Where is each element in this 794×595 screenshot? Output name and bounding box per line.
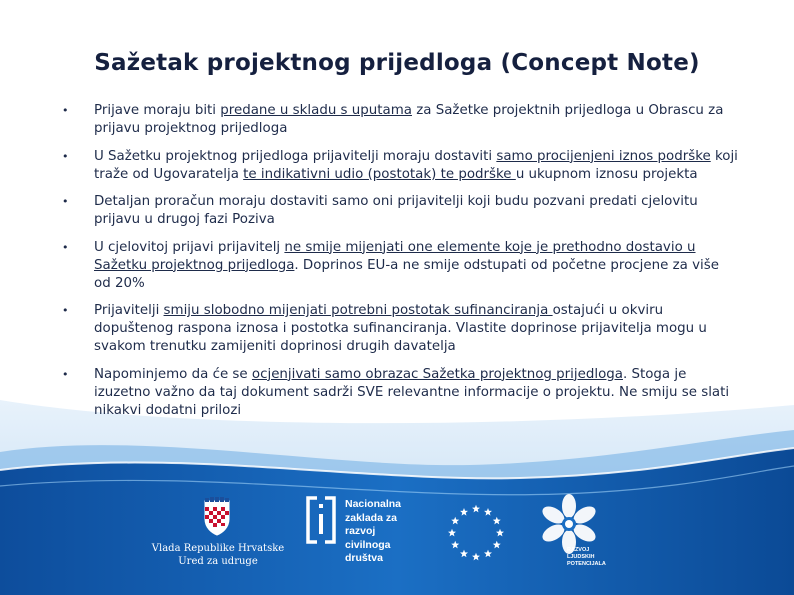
foundation-line: zaklada za bbox=[345, 511, 397, 524]
government-name: Vlada Republike Hrvatske bbox=[151, 543, 285, 554]
bracket-logo-icon bbox=[303, 492, 339, 552]
eu-stars-icon bbox=[446, 503, 506, 563]
bullet-item bbox=[62, 102, 738, 138]
foundation-line: Nacionalna bbox=[345, 498, 402, 510]
bullet-marker: • bbox=[62, 195, 69, 208]
eu-star bbox=[472, 553, 480, 561]
bullet-marker: • bbox=[62, 149, 69, 163]
foundation-line: civilnoga bbox=[345, 538, 391, 551]
bullet-emphasis: ne smije mijenjati one elemente koje je prethodno dostavio u Sažetku projektnog prijedloga bbox=[94, 239, 696, 273]
bullet-text: ostajući u okviru dopuštenog raspona iznosa i postotka sufinanciranja. Vlastite doprinose prijavitelja mogu u svakom trenutku zamijeniti doprinosi drugih davatelja bbox=[94, 303, 707, 354]
foundation-name bbox=[345, 498, 401, 566]
bullet-marker: • bbox=[62, 240, 69, 254]
foundation-line: društva bbox=[345, 552, 383, 564]
foundation-logo bbox=[303, 492, 413, 576]
bullet-emphasis: ocjenjivati samo obrazac Sažetka projektnog prijedloga bbox=[251, 366, 623, 382]
bullet-emphasis: smiju slobodno mijenjati potrebni postotak sufinanciranja bbox=[163, 303, 553, 318]
eu-star bbox=[484, 508, 492, 516]
bullet-text: U cjelovitoj prijavi prijavitelj bbox=[94, 239, 285, 255]
bullet-text: U Sažetku projektnog prijedloga prijavitelji moraju dostaviti bbox=[94, 148, 497, 164]
bullet-item bbox=[62, 193, 738, 229]
bullet-marker: • bbox=[62, 104, 69, 117]
bullet-emphasis: samo procijenjeni iznos podrške bbox=[496, 148, 711, 164]
bullet-item bbox=[62, 302, 738, 356]
government-logo bbox=[150, 497, 286, 575]
eu-star bbox=[448, 529, 456, 537]
slide-title: Sažetak projektnog prijedloga (Concept Note) bbox=[94, 50, 700, 76]
bullet-text: . Doprinos EU-a ne smije odstupati od početne procjene za više od 20% bbox=[94, 257, 719, 291]
bullet-item bbox=[62, 239, 738, 293]
bullet-marker: • bbox=[62, 304, 69, 317]
eu-star bbox=[493, 541, 501, 549]
eu-star bbox=[472, 505, 480, 513]
coat-of-arms-icon bbox=[202, 497, 232, 537]
bullet-emphasis: predane u skladu s uputama bbox=[220, 103, 412, 118]
bullet-text: za Sažetke projektnih prijedloga u Obrascu za prijavu projektnog prijedloga bbox=[94, 103, 724, 136]
bullet-item bbox=[62, 366, 738, 420]
bullet-text: Detaljan proračun moraju dostaviti samo oni prijavitelji koji budu pozvani predati cjelovitu prijavu u drugoj fazi Poziva bbox=[94, 194, 698, 227]
bullet-marker: • bbox=[62, 367, 69, 381]
eu-star bbox=[496, 529, 504, 537]
ljp-name bbox=[567, 547, 606, 568]
ljp-line: LJUDSKIH bbox=[567, 554, 595, 560]
bullet-text: Napominjemo da će se bbox=[94, 366, 252, 382]
bullet-item bbox=[62, 148, 738, 184]
ljp-line: POTENCIJALA bbox=[567, 561, 606, 567]
eu-star bbox=[460, 508, 468, 516]
eu-star bbox=[451, 517, 459, 525]
bullet-list bbox=[62, 102, 738, 429]
eu-star bbox=[493, 517, 501, 525]
bullet-text: . Stoga je izuzetno važno da taj dokument sadrži SVE relevantne informacije o projektu. Ne smiju se slati nikakvi dodatni prilozi bbox=[94, 366, 730, 418]
eu-star bbox=[460, 550, 468, 558]
foundation-line: razvoj bbox=[345, 525, 376, 537]
ljp-line: RAZVOJ bbox=[567, 547, 590, 553]
government-office: Ured za udruge bbox=[178, 556, 258, 567]
ljp-logo bbox=[537, 492, 613, 576]
bullet-text: koji traže od Ugovaratelja bbox=[94, 148, 738, 182]
bullet-text: Prijavitelji bbox=[94, 303, 164, 318]
bullet-text: Prijave moraju biti bbox=[94, 103, 221, 118]
eu-star bbox=[484, 550, 492, 558]
bullet-text: u ukupnom iznosu projekta bbox=[515, 166, 698, 182]
eu-star bbox=[451, 541, 459, 549]
bullet-emphasis: te indikativni udio (postotak) te podrške bbox=[243, 166, 516, 182]
